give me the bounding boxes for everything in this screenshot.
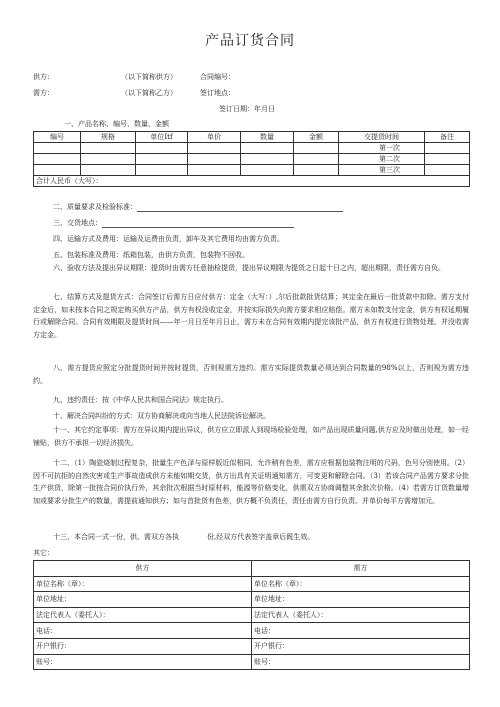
clause-6: 六、验收方法及提出异议期限：提货时由需方任意抽检提货，提出异议期限为提货之日起十日之内，超出期限，责任需方自负。 <box>53 264 445 272</box>
signature-table <box>33 560 470 670</box>
buyer-account: 账号： <box>252 654 470 670</box>
contract-no-label: 合同编号： <box>200 73 235 81</box>
clause-10: 十、解决合同纠纷的方式：双方协商解决或向当地人民法院诉讼解决。 <box>53 412 270 420</box>
delivery-first: 第一次 <box>339 143 425 154</box>
table-row <box>34 576 470 592</box>
clause-2-text: 二、质量要求及检验标准： <box>53 203 137 211</box>
table-row <box>34 638 470 654</box>
supplier-phone: 电话： <box>34 623 252 639</box>
supplier-account: 账号： <box>34 654 252 670</box>
goods-table <box>33 131 470 187</box>
buyer-bank: 开户银行： <box>252 638 470 654</box>
table-row-total <box>34 176 470 187</box>
other-label: 其它： <box>33 549 54 557</box>
col-header-amount: 金额 <box>294 132 339 143</box>
quality-blank-line <box>137 211 343 212</box>
clause-7: 七、结算方式及提货方式：合同签订后需方日应付供方：定金（大写：）,尔后批款批货结算；其定金在最后一批货款中扣除。需方支付定金后，如未按本合同之规定购买供方产品，供方有权没收定金，并按实际损失向需方要求相应赔偿。需方未如数支付定金，供方有权延期履行或解除合同。合同有效期限及提货时间——年一月日至年月日止，需方未在合同有效期内提完该批产品，供方有权进行货物处理、并没收需方定金。 <box>33 293 469 339</box>
buyer-phone: 电话： <box>252 623 470 639</box>
buyer-unit-address: 单位地址： <box>252 592 470 608</box>
clause-12: 十二、（1）陶瓷烧制过程复杂，批量生产色泽与原样版近似相同，允许稍有色差，需方应根据包装物注明的尺码，色号分别使用。（2）因不可抗拒的自然灾害或生产事故造成供方未能如期交货，供方出具有关证明通知需方，可变更和解除合同。（3）若该合同产品需方要求分批生产供货，除第一批按合同价执行外，其余批次根据当时原材料，能源等价格变化，供需双方协商调整其余批次价格。（4）若需方订货数量增加或要求分批生产的数量，需提前通知供方；如与首批货有色差，供方概不负责任，责任由需方自行负责。并单价每平方需增加元。 <box>33 459 469 505</box>
col-header-unit: 单位Itf <box>136 132 188 143</box>
clause-13: 十三、本合同一式一份，供、需双方各执 份,经双方代表签字盖章后既生效。 <box>53 533 315 541</box>
sign-place-label: 签订地点： <box>200 89 235 97</box>
delivery-place-blank-line <box>102 227 294 228</box>
buyer-label: 需方： <box>33 89 54 97</box>
supplier-column-header: 供方 <box>34 561 252 577</box>
col-header-delivery-time: 交提货时间 <box>339 132 425 143</box>
section-1-title: 一、产品名称、编号、数量、金额 <box>64 120 169 128</box>
table-row <box>34 154 470 165</box>
buyer-legal-rep: 法定代表人（委托人）： <box>252 607 470 623</box>
col-header-code: 编号 <box>34 132 81 143</box>
table-row <box>34 592 470 608</box>
buyer-column-header: 需方 <box>252 561 470 577</box>
col-header-quantity: 数量 <box>241 132 294 143</box>
clause-11: 十一、其它约定事项：需方在异议期内提出异议，供方应立即派人到现场检验处理，如产品出现质量问题,供方应及时做出处理，如一经铺贴，供方不承担一切经济损失。 <box>33 426 469 447</box>
clause-8: 八、需方提货应照定分批提货时间并按时提货，否则视需方违约。需方实际提货数量必须达到合同数量的98%以上，否则视为需方违约。 <box>33 364 469 385</box>
signature-header-row <box>34 561 470 577</box>
delivery-second: 第二次 <box>339 154 425 165</box>
sign-date-label: 签订日期：年月日 <box>219 105 275 113</box>
goods-table-header-row <box>34 132 470 143</box>
table-row <box>34 623 470 639</box>
supplier-note: （以下简称供方） <box>121 73 177 81</box>
supplier-unit-name: 单位名称（章）： <box>34 576 252 592</box>
clause-2 <box>53 202 343 212</box>
col-header-price: 单价 <box>188 132 241 143</box>
supplier-legal-rep: 法定代表人（委托人）： <box>34 607 252 623</box>
table-row <box>34 654 470 670</box>
supplier-label: 供方: <box>33 73 50 81</box>
clause-5: 五、包装标准及费用：纸箱包装，由供方负责，包装物不回收。 <box>53 251 249 259</box>
buyer-note: （以下简称乙方） <box>121 89 177 97</box>
clause-4: 四、运输方式及费用：运输及运费由负责，卸车及其它费用均由需方负责。 <box>53 235 284 243</box>
delivery-third: 第三次 <box>339 165 425 176</box>
total-rmb-label: 合计人民币（大写）： <box>34 176 470 187</box>
clause-3-text: 三、交货地点： <box>53 219 102 227</box>
col-header-remarks: 备注 <box>425 132 470 143</box>
table-row <box>34 143 470 154</box>
table-row <box>34 165 470 176</box>
col-header-spec: 规格 <box>81 132 136 143</box>
supplier-unit-address: 单位地址： <box>34 592 252 608</box>
supplier-bank: 开户银行： <box>34 638 252 654</box>
buyer-unit-name: 单位名称（章）： <box>252 576 470 592</box>
clause-3 <box>53 218 294 228</box>
document-title: 产品订货合同 <box>205 33 295 49</box>
table-row <box>34 607 470 623</box>
clause-9: 九、违约责任：按《中华人民共和国合同法》规定执行。 <box>53 396 228 404</box>
